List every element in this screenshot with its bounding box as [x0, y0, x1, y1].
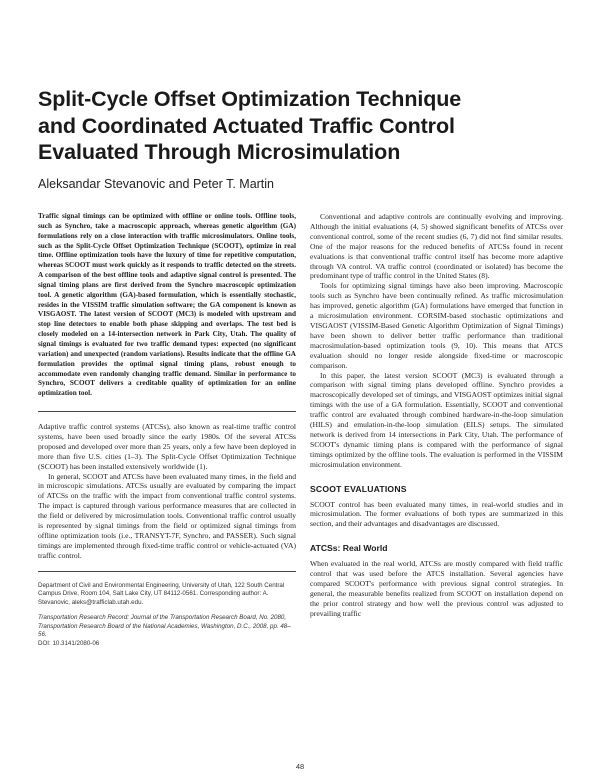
footnote-doi: DOI: 10.3141/2080-06 [38, 639, 100, 647]
footnote-journal: Transportation Research Record: Journal of the Transportation Research Board, No. 2080, Transportation Research Board of the National Academies, Washington, D.C., 2008, pp. 48–56. [38, 614, 291, 639]
paragraph: When evaluated in the real world, ATCSs are mostly compared with field traffic control that was used before the ATCS installation. Several agencies have compared SCOOT's performance with previous signal control strategies. In general, the measurable benefits realized from SCOOT on installation depend on the prior control strategy and how well the previous control was adjusted to prevailing traffic [310, 559, 563, 618]
paragraph: Conventional and adaptive controls are continually evolving and improving. Although the initial evaluations (4, 5) showed significant benefits of ATCSs over conventional control, some of the recent studies (6, 7) did not find similar results. One of the major reasons for the reduced benefits of ATCSs found in recent evaluations is that conventional traffic control itself has become more adaptive through VA control. VA traffic control (coordinated or isolated) has become the predominant type of traffic control in the United States (8). [310, 212, 563, 281]
title-line: Split-Cycle Offset Optimization Technique [38, 87, 462, 111]
paragraph: In this paper, the latest version SCOOT (MC3) is evaluated through a comparison with signal timing plans developed offline. Synchro provides a macroscopically developed set of timings, and VISGAOST optimizes initial signal timings with the use of a GA formulation. Essentially, SCOOT and conventional traffic control are evaluated through combined hardware-in-the-loop simulation (HILS) and emulation-in-the-loop simulation (EILS) setups. The simulated network is derived from 14 intersections in Park City, Utah. The performance of SCOOT's dynamic timing plans is compared with the performance of signal timings optimized by the offline tools. The evaluation is performed in the VISSIM microsimulation environment. [310, 370, 563, 469]
paragraph: Tools for optimizing signal timings have also been improving. Macroscopic tools such as Synchro have been continually refined. As traffic microsimulation has improved, genetic algorithm (GA) formulations have emerged that function in a microsimulation environment. CORSIM-based stochastic optimizations and VISGAOST (VISSIM-Based Genetic Algorithm Optimization of Signal Timings) have been shown to deliver better traffic performance than traditional macrosimulation-based optimization tools (9, 10). This means that ATCS evaluation should no longer reside alongside fixed-time or macroscopic comparison. [310, 281, 563, 370]
article-title [38, 86, 558, 166]
paragraph: In general, SCOOT and ATCSs have been evaluated many times, in the field and in microscopic simulations. ATCSs usually are evaluated by comparing the impact of ATCSs on the traffic with the impact from conventional traffic control systems. The impact is captured through various performance measures that are collected in the field or delivered by microsimulation tools. Conventional traffic control usually is represented by signal timings from the field or optimized signal timings from offline optimization tools (i.e., TRANSYT-7F, Synchro, and PASSER). Such signal timings are implemented through fixed-time traffic control or vehicle-actuated (VA) traffic control. [38, 471, 296, 560]
footnote-divider [38, 571, 296, 572]
right-column [310, 212, 563, 619]
title-line: Evaluated Through Microsimulation [38, 140, 401, 164]
divider [38, 411, 296, 412]
left-column [38, 212, 296, 648]
paragraph: SCOOT control has been evaluated many times, in real-world studies and in microsimulation. The former evaluations of both types are summarized in this section, and their advantages and disadvantages are discussed. [310, 499, 563, 529]
footnote [38, 582, 296, 649]
title-line: and Coordinated Actuated Traffic Control [38, 113, 455, 138]
subsection-heading-atcs-real-world: ATCSs: Real World [310, 543, 388, 554]
page-number: 48 [295, 762, 305, 771]
abstract-text: Traffic signal timings can be optimized with offline or online tools. Offline tools, such as Synchro, take a macroscopic approach, whereas genetic algorithm (GA) formulations rely on a close interaction with traffic microsimulators. Online tools, such as the Split-Cycle Offset Optimization Technique (SCOOT), optimize in real time. Offline optimization tools have the luxury of time for repetitive computation, whereas SCOOT must work quickly as it responds to traffic detected on the streets. A comparison of the best offline tools and adaptive signal control is presented. The signal timing plans are first derived from the Synchro macroscopic optimization tool. A genetic algorithm (GA)-based formulation, which is essentially stochastic, resides in the VISSIM traffic simulation software; the GA component is known as VISGAOST. The latest version of SCOOT (MC3) is modeled with upstream and stop line detectors to enable both phase skipping and overlaps. The test bed is closely modeled on a 14-intersection network in Park City, Utah. The quality of signal timings is evaluated for two traffic demand types: expected (no significant variation) and unexpected (random variations). Results indicate that the offline GA formulation provides the optimal signal timing plans, robust enough to accommodate even randomly changing traffic demand. Similar in performance to Synchro, SCOOT delivers a creditable quality of optimization for an online optimization tool. [38, 212, 296, 398]
introduction [38, 422, 296, 561]
footnote-affiliation: Department of Civil and Environmental Engineering, University of Utah, 122 South Central Campus Drive, Room 104, Salt Lake City, UT 84112-0561. Corresponding author: A. Stevanovic, aleks@trafficlab.utah.edu. [38, 581, 285, 606]
paragraph: Adaptive traffic control systems (ATCSs), also known as real-time traffic control systems, have been used broadly since the early 1980s. Of the several ATCSs proposed and developed over more than 25 years, only a few have been deployed in more than five U.S. cities (1–3). The Split-Cycle Offset Optimization Technique (SCOOT) has been installed extensively worldwide (1). [38, 422, 296, 471]
authors: Aleksandar Stevanovic and Peter T. Martin [38, 177, 275, 191]
abstract [38, 212, 296, 399]
section-heading-scoot-evaluations: SCOOT EVALUATIONS [310, 483, 407, 494]
